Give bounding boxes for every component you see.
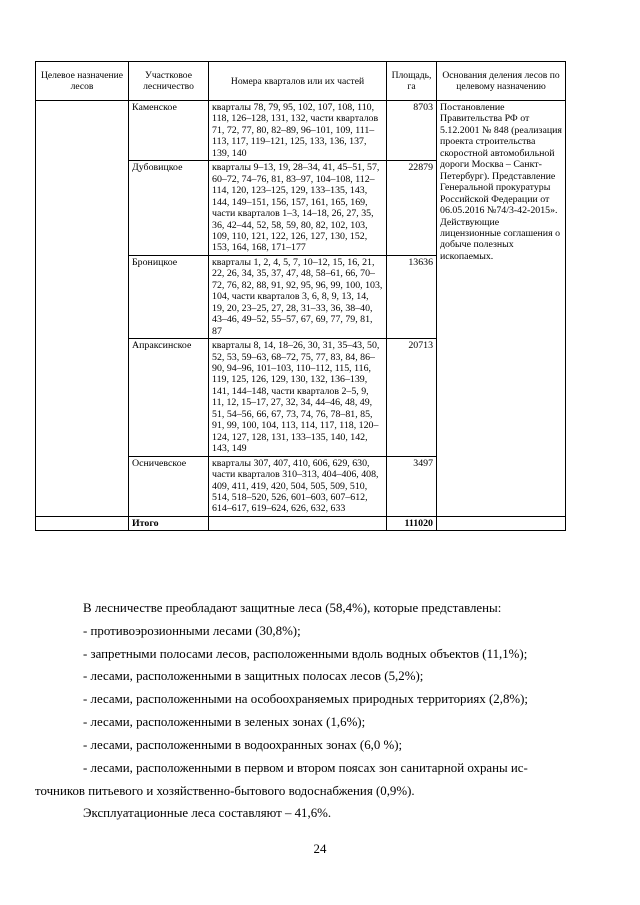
area-cell: 22879 bbox=[387, 161, 437, 256]
header-purpose: Целевое назначение лесов bbox=[36, 62, 129, 101]
total-basis-cell bbox=[437, 516, 566, 530]
list-item: - запретными полосами лесов, расположенными вдоль водных объектов (11,1%); bbox=[83, 647, 528, 661]
forest-purpose-table bbox=[35, 61, 566, 531]
forestry-cell: Броницкое bbox=[129, 255, 209, 338]
header-forestry: Участковое лесничество bbox=[129, 62, 209, 101]
header-quarters: Номера кварталов или их частей bbox=[209, 62, 387, 101]
forestry-cell: Апраксинское bbox=[129, 339, 209, 457]
quarters-cell: кварталы 9–13, 19, 28–34, 41, 45–51, 57, 60–72, 74–76, 81, 83–97, 104–108, 112–114, 120, 123–125, 129, 133–135, 143, 144, 149–151, 156, 157, 161, 165, 169, части кварталов 1–3, 14–18, 26, 27, 35, 36, 42–44, 52, 58, 59, 80, 82, 102, 103, 109, 110, 121, 122, 126, 127, 130, 152, 153, 164, 168, 171–177 bbox=[209, 161, 387, 256]
total-quarters-cell bbox=[209, 516, 387, 530]
area-cell: 13636 bbox=[387, 255, 437, 338]
list-item: - лесами, расположенными в зеленых зонах (1,6%); bbox=[83, 715, 366, 729]
list-item: - противоэрозионными лесами (30,8%); bbox=[83, 624, 301, 638]
quarters-cell: кварталы 78, 79, 95, 102, 107, 108, 110, 118, 126–128, 131, 132, части кварталов 71, 72, 77, 80, 82–89, 96–101, 109, 111–113, 117, 119–121, 125, 133, 136, 137, 139, 140 bbox=[209, 101, 387, 161]
area-cell: 20713 bbox=[387, 339, 437, 457]
header-area: Площадь, га bbox=[387, 62, 437, 101]
basis-cell: Постановление Правительства РФ от 5.12.2001 № 848 (реализация проекта строительства скоростной автомобильной дороги Москва – Санкт-Петербург). Представление Генеральной прокуратуры Российской Федерации от 06.05.2016 №74/3-42-2015». Действующие лицензионные соглашения о добыче полезных ископаемых. bbox=[437, 101, 566, 517]
area-cell: 3497 bbox=[387, 456, 437, 516]
quarters-cell: кварталы 8, 14, 18–26, 30, 31, 35–43, 50, 52, 53, 59–63, 68–72, 75, 77, 83, 84, 86–90, 94–96, 101–103, 110–112, 115, 116, 119, 125, 126, 129, 130, 132, 136–139, 141, 144–148, части кварталов 2–5, 9, 11, 12, 15–17, 27, 32, 34, 44–46, 48, 49, 51, 54–56, 66, 67, 73, 74, 76, 78–81, 85, 91, 99, 100, 104, 113, 114, 117, 118, 120–124, 127, 128, 131, 133–135, 140, 142, 143, 149 bbox=[209, 339, 387, 457]
list-item-continuation: точников питьевого и хозяйственно-бытового водоснабжения (0,9%). bbox=[35, 784, 415, 798]
list-item: - лесами, расположенными на особоохраняемых природных территориях (2,8%); bbox=[83, 692, 529, 706]
list-item: - лесами, расположенными в защитных полосах лесов (5,2%); bbox=[83, 669, 424, 683]
paragraph-exploitation-forests: Эксплуатационные леса составляют – 41,6%. bbox=[83, 806, 332, 820]
forestry-cell: Дубовицкое bbox=[129, 161, 209, 256]
list-item: - лесами, расположенными в водоохранных зонах (6,0 %); bbox=[83, 738, 403, 752]
total-empty-cell bbox=[36, 516, 129, 530]
header-basis: Основания деления лесов по целевому назначению bbox=[437, 62, 566, 101]
table-total-row bbox=[36, 516, 566, 530]
list-item: - лесами, расположенными в первом и втором поясах зон санитарной охраны ис- bbox=[83, 761, 528, 775]
area-cell: 8703 bbox=[387, 101, 437, 161]
forestry-cell: Осничевское bbox=[129, 456, 209, 516]
table-header-row bbox=[36, 62, 566, 101]
total-label: Итого bbox=[129, 516, 209, 530]
table-row bbox=[36, 101, 566, 161]
paragraph-protective-forests: В лесничестве преобладают защитные леса (58,4%), которые представлены: bbox=[83, 601, 502, 615]
purpose-cell bbox=[36, 101, 129, 517]
quarters-cell: кварталы 307, 407, 410, 606, 629, 630, части кварталов 310–313, 404–406, 408, 409, 411, 419, 420, 504, 505, 509, 510, 514, 518–520, 526, 601–603, 607–612, 614–617, 619–624, 626, 632, 633 bbox=[209, 456, 387, 516]
quarters-cell: кварталы 1, 2, 4, 5, 7, 10–12, 15, 16, 21, 22, 26, 34, 35, 37, 47, 48, 58–61, 66, 70–72, 76, 82, 88, 91, 92, 95, 96, 99, 100, 103, 104, части кварталов 3, 6, 8, 9, 13, 14, 19, 20, 23–25, 27, 28, 31–33, 36, 38–40, 43–46, 49–52, 55–57, 67, 69, 77, 79, 81, 87 bbox=[209, 255, 387, 338]
forestry-cell: Каменское bbox=[129, 101, 209, 161]
total-area: 111020 bbox=[387, 516, 437, 530]
page-number: 24 bbox=[313, 842, 327, 856]
